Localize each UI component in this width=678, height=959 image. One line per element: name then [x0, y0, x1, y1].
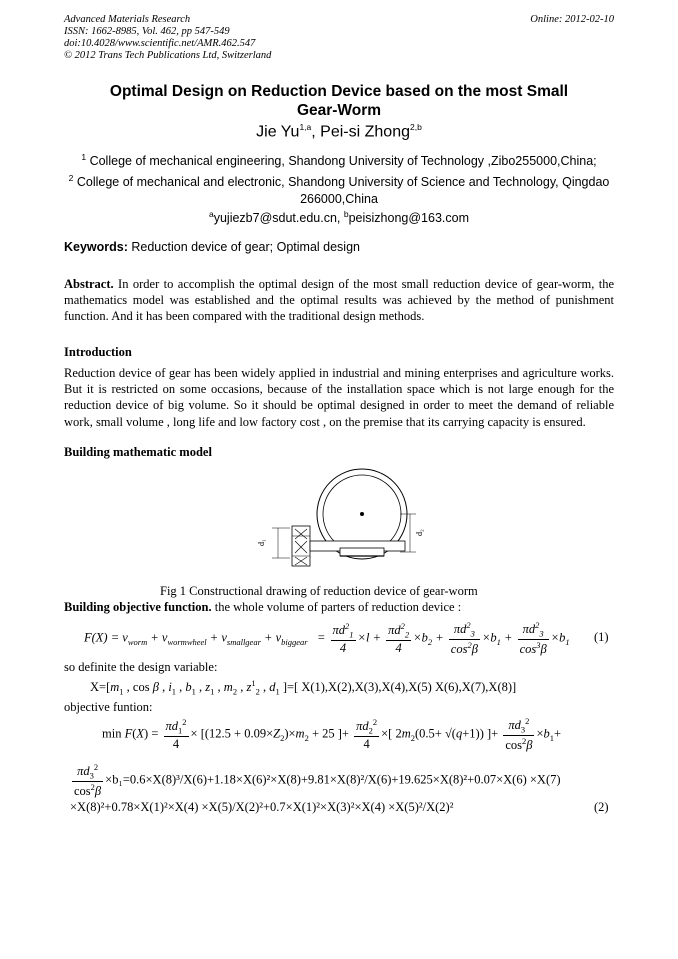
affiliation-2 — [50, 170, 628, 208]
journal-name: Advanced Materials Research — [64, 14, 191, 25]
title-line-1: Optimal Design on Reduction Device based on the most Small — [109, 83, 569, 100]
issn-line: ISSN: 1662-8985, Vol. 462, pp 547-549 — [64, 26, 230, 37]
equation-2-line-1: min F(X) = $\frac{\pi d_1^2}{4}$ × [$(12.5 + 0.09\times Z_2)\times m_2 + 25$ ]+ $\frac{\pi d_2^2}{4}$ ×[ $2m_2(0.5+ √(q+1))$ ]+ $\frac{\pi d_3^2}{\cos^2\beta}$ $\times b_1+$ — [102, 716, 562, 752]
equation-2-number: (2) — [594, 800, 609, 814]
email-line — [0, 206, 678, 227]
copyright-line: © 2012 Trans Tech Publications Ltd, Switzerland — [64, 50, 272, 61]
equation-1-number: (1) — [594, 630, 609, 644]
paper-title — [70, 82, 608, 120]
email-b-sup: b — [343, 209, 349, 219]
affiliation-2-line2: 266000,China — [300, 192, 378, 207]
author-line — [0, 122, 678, 141]
author-2-sup: 2,b — [410, 122, 422, 132]
small-gear-body — [292, 526, 310, 566]
equation-2-line-2: $\frac{\pi d_3^2}{\cos^2\beta}$ ×b₁=0.6×X(8)³/X(6)+1.18×X(6)²×X(8)+9.81×X(8)²/X(6)+19.625×X(8)²+0.07×X(6) ×X(7) — [74, 762, 561, 798]
abstract-text: In order to accomplish the optimal design of the most small reduction device of gear-worm, the mathematics model was established and the optimal results was achieved by the method of punishment function. And it has been compared with the traditional design methods. — [64, 277, 614, 324]
affiliation-1-sup: 1 — [81, 152, 87, 162]
affiliation-2-line1: College of mechanical and electronic, Shandong University of Science and Technology, Qingdao — [76, 175, 610, 190]
affiliation-1-text: College of mechanical engineering, Shandong University of Technology ,Zibo255000,China; — [89, 154, 597, 169]
affiliation-1 — [40, 149, 638, 170]
abstract — [64, 276, 614, 325]
objective-function-label: objective funtion: — [64, 700, 153, 714]
equation-1: $F(X) = v_{worm} + v_{wormwheel} + v_{smallgear} + v_{biggear}$ = $\frac{\pi d^2_1}{4}$ ×l + $\frac{\pi d^2_2}{4}$ $\times b_2$ + $\frac{\pi d^2_3}{\cos^2\beta}$ $\times b_1$ + $\frac{\pi d^2_3}{\cos^3\beta}$ $\times b_1$ — [84, 620, 570, 656]
abstract-label: Abstract. — [64, 277, 114, 291]
gear-worm-drawing — [250, 458, 430, 576]
design-vars-prefix: X=[ — [90, 680, 111, 695]
affiliation-2-sup: 2 — [68, 173, 74, 183]
author-2: Pei-si Zhong — [320, 123, 410, 141]
doi-line: doi:10.4028/www.scientific.net/AMR.462.547 — [64, 38, 256, 49]
title-line-2: Gear-Worm — [296, 102, 382, 119]
author-1: Jie Yu — [256, 123, 300, 141]
model-heading: Building mathematic model — [64, 445, 212, 459]
author-1-sup: 1,a — [299, 122, 312, 132]
design-variable-vector: $X=[m_1$ , cos β , $i_1$ , $b_1$ , $z_1$ , $m_2$ , $z^1_2$ , $d_1$ ]=[ X(1),X(2),X(3),X(4),X(5) X(6),X(7),X(8)] — [90, 678, 517, 697]
email-a[interactable]: yujiezb7@sdut.edu.cn, — [213, 211, 344, 226]
online-date: Online: 2012-02-10 — [530, 14, 614, 25]
d2-label: d₂ — [415, 529, 424, 536]
design-variable-text: so definite the design variable: — [64, 660, 218, 674]
running-header — [64, 14, 271, 62]
email-b[interactable]: peisizhong@163.com — [348, 211, 469, 226]
keywords-text: Reduction device of gear; Optimal design — [127, 240, 360, 254]
objective-heading: Building objective function. — [64, 600, 212, 614]
equation-2-line-2-tail: b₁=0.6×X(8)³/X(6)+1.18×X(6)²×X(8)+9.81×X(8)²/X(6)+19.625×X(8)²+0.07×X(6) ×X(7) — [112, 772, 561, 787]
introduction-heading: Introduction — [64, 345, 132, 359]
figure-caption: Fig 1 Constructional drawing of reduction device of gear-worm — [160, 584, 478, 598]
equation-2-line-3: ×X(8)²+0.78×X(1)²×X(4) ×X(5)/X(2)²+0.7×X(1)²×X(3)²×X(4) ×X(5)²/X(2)² — [70, 800, 454, 814]
keywords — [64, 240, 360, 254]
email-a-sup: a — [208, 209, 214, 219]
worm-body — [340, 548, 384, 556]
d1-label: d₁ — [257, 539, 266, 546]
design-vars-list: ]=[ X(1),X(2),X(3),X(4),X(5) X(6),X(7),X(8)] — [282, 680, 517, 695]
objective-heading-line — [64, 600, 461, 615]
keywords-label: Keywords: — [64, 240, 128, 254]
worm-wheel-center — [360, 512, 364, 516]
objective-text: the whole volume of parters of reduction device : — [211, 600, 462, 614]
author-separator: , — [311, 123, 321, 141]
introduction-text: Reduction device of gear has been widely applied in industrial and mining enterprises and agriculture works. But it is restricted on some occasions, because of the installation space which is not large enough for the reduction device of big volume. So it should be optimal designed in order to meet the demand of reliable work, small volume , long life and low factory cost , on the premise that its carrying capacity is ensured. — [64, 366, 614, 429]
